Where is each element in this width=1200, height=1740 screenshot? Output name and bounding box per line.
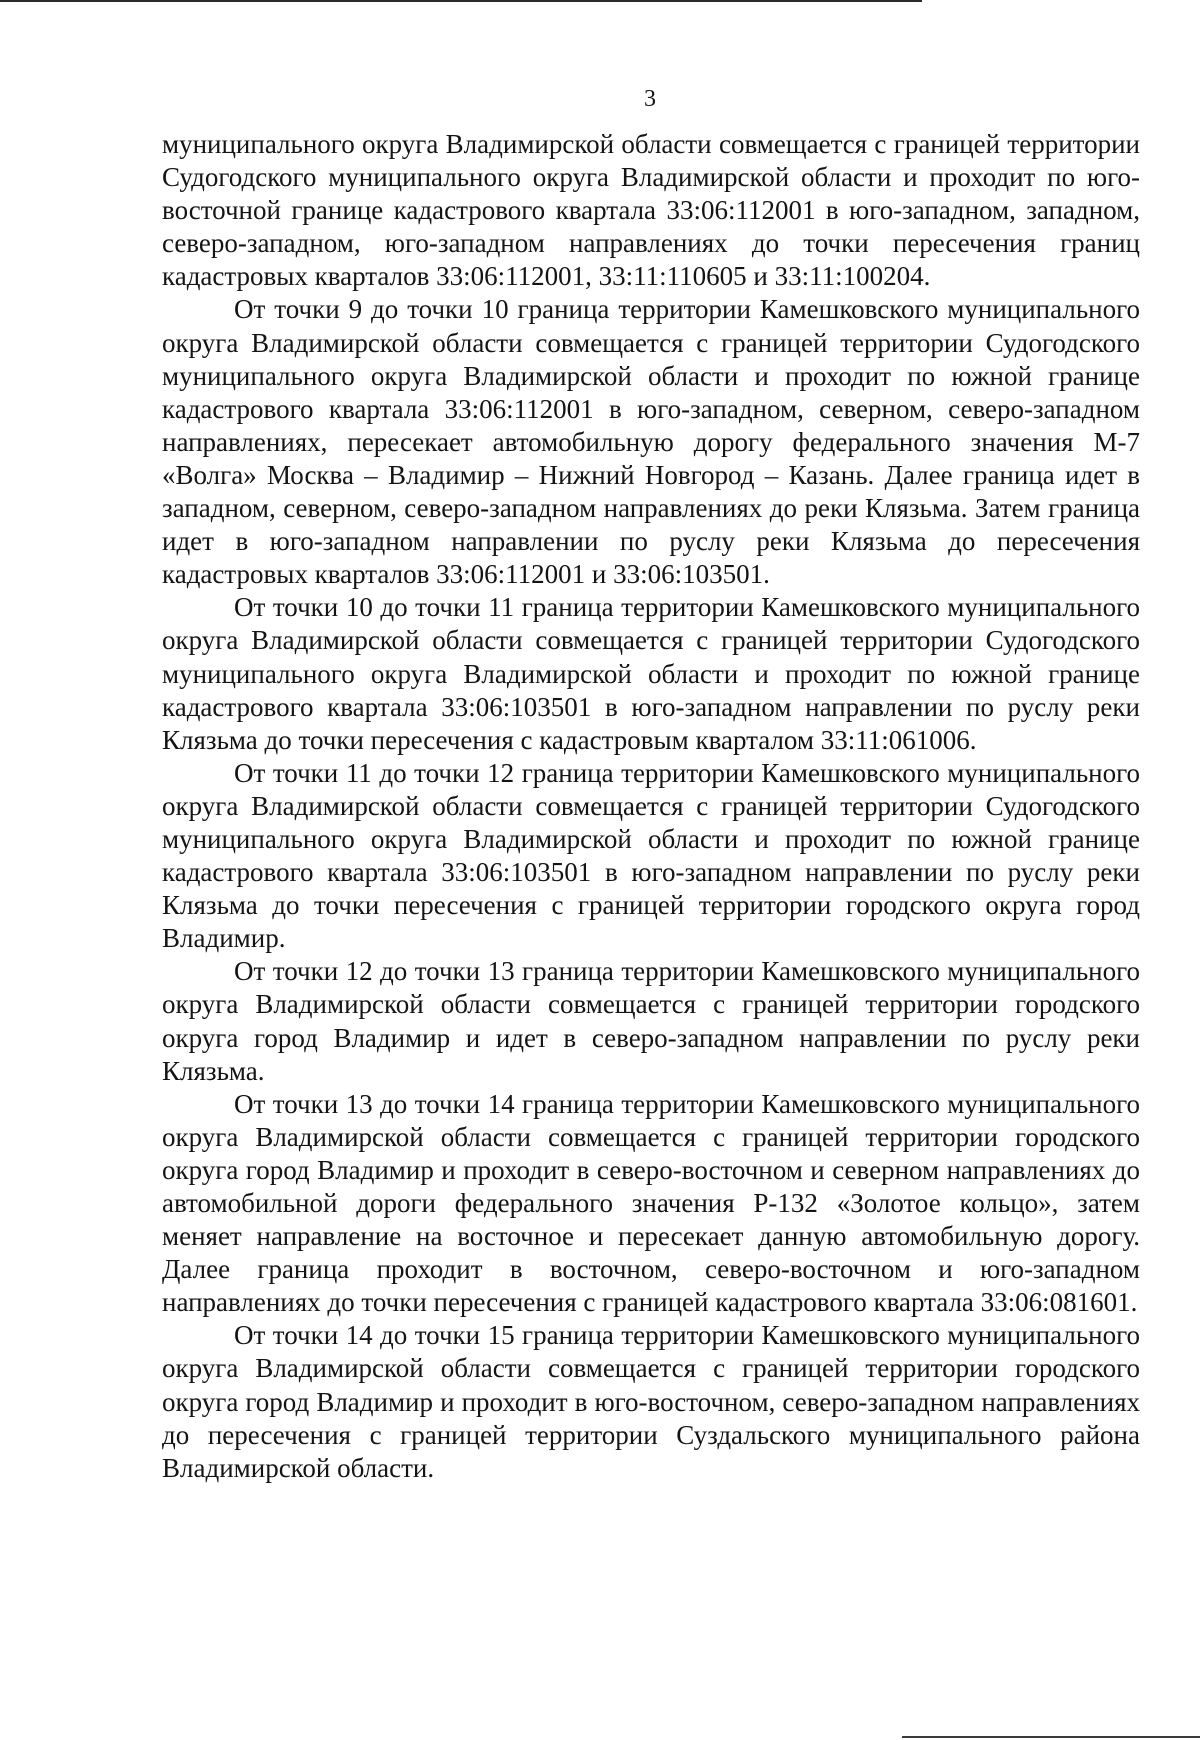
paragraph-point-9-10: От точки 9 до точки 10 граница территории Камешковского муниципального округа Владимирской области совмещается с границей территории Судогодского муниципального округа Владимирской области и проходит по южной границе кадастрового квартала 33:06:112001 в юго-западном, северном, северо-западном направлениях, пересекает автомобильную дорогу федерального значения М-7 «Волга» Москва – Владимир – Нижний Новгород – Казань. Далее граница идет в западном, северном, северо-западном направлениях до реки Клязьма. Затем граница идет в юго-западном направлении по руслу реки Клязьма до пересечения кадастровых кварталов 33:06:112001 и 33:06:103501. xyxy=(162,294,1140,590)
document-body xyxy=(162,128,1140,1485)
paragraph-point-11-12: От точки 11 до точки 12 граница территории Камешковского муниципального округа Владимирской области совмещается с границей территории Судогодского муниципального округа Владимирской области и проходит по южной границе кадастрового квартала 33:06:103501 в юго-западном направлении по руслу реки Клязьма до точки пересечения с границей территории городского округа город Владимир. xyxy=(162,757,1140,954)
paragraph-point-14-15: От точки 14 до точки 15 граница территории Камешковского муниципального округа Владимирской области совмещается с границей территории городского округа город Владимир и проходит в юго-восточном, северо-западном направлениях до пересечения с границей территории Суздальского муниципального района Владимирской области. xyxy=(162,1320,1140,1483)
paragraph-point-13-14: От точки 13 до точки 14 граница территории Камешковского муниципального округа Владимирской области совмещается с границей территории городского округа город Владимир и проходит в северо-восточном и северном направлениях до автомобильной дороги федерального значения Р-132 «Золотое кольцо», затем меняет направление на восточное и пересекает данную автомобильную дорогу. Далее граница проходит в восточном, северо-восточном и юго-западном направлениях до точки пересечения с границей кадастрового квартала 33:06:081601. xyxy=(162,1088,1140,1318)
paragraph-point-12-13: От точки 12 до точки 13 граница территории Камешковского муниципального округа Владимирской области совмещается с границей территории городского округа город Владимир и идет в северо-западном направлении по руслу реки Клязьма. xyxy=(162,956,1140,1086)
page-number: 3 xyxy=(644,86,656,112)
scan-edge-top xyxy=(0,0,922,2)
paragraph-continuation: муниципального округа Владимирской области совмещается с границей территории Судогодского муниципального округа Владимирской области и проходит по юго-восточной границе кадастрового квартала 33:06:112001 в юго-западном, западном, северо-западном, юго-западном направлениях до точки пересечения границ кадастровых кварталов 33:06:112001, 33:11:110605 и 33:11:100204. xyxy=(162,129,1140,292)
scan-edge-bottom xyxy=(902,1736,1200,1738)
paragraph-point-10-11: От точки 10 до точки 11 граница территории Камешковского муниципального округа Владимирской области совмещается с границей территории Судогодского муниципального округа Владимирской области и проходит по южной границе кадастрового квартала 33:06:103501 в юго-западном направлении по руслу реки Клязьма до точки пересечения с кадастровым кварталом 33:11:061006. xyxy=(162,592,1140,755)
